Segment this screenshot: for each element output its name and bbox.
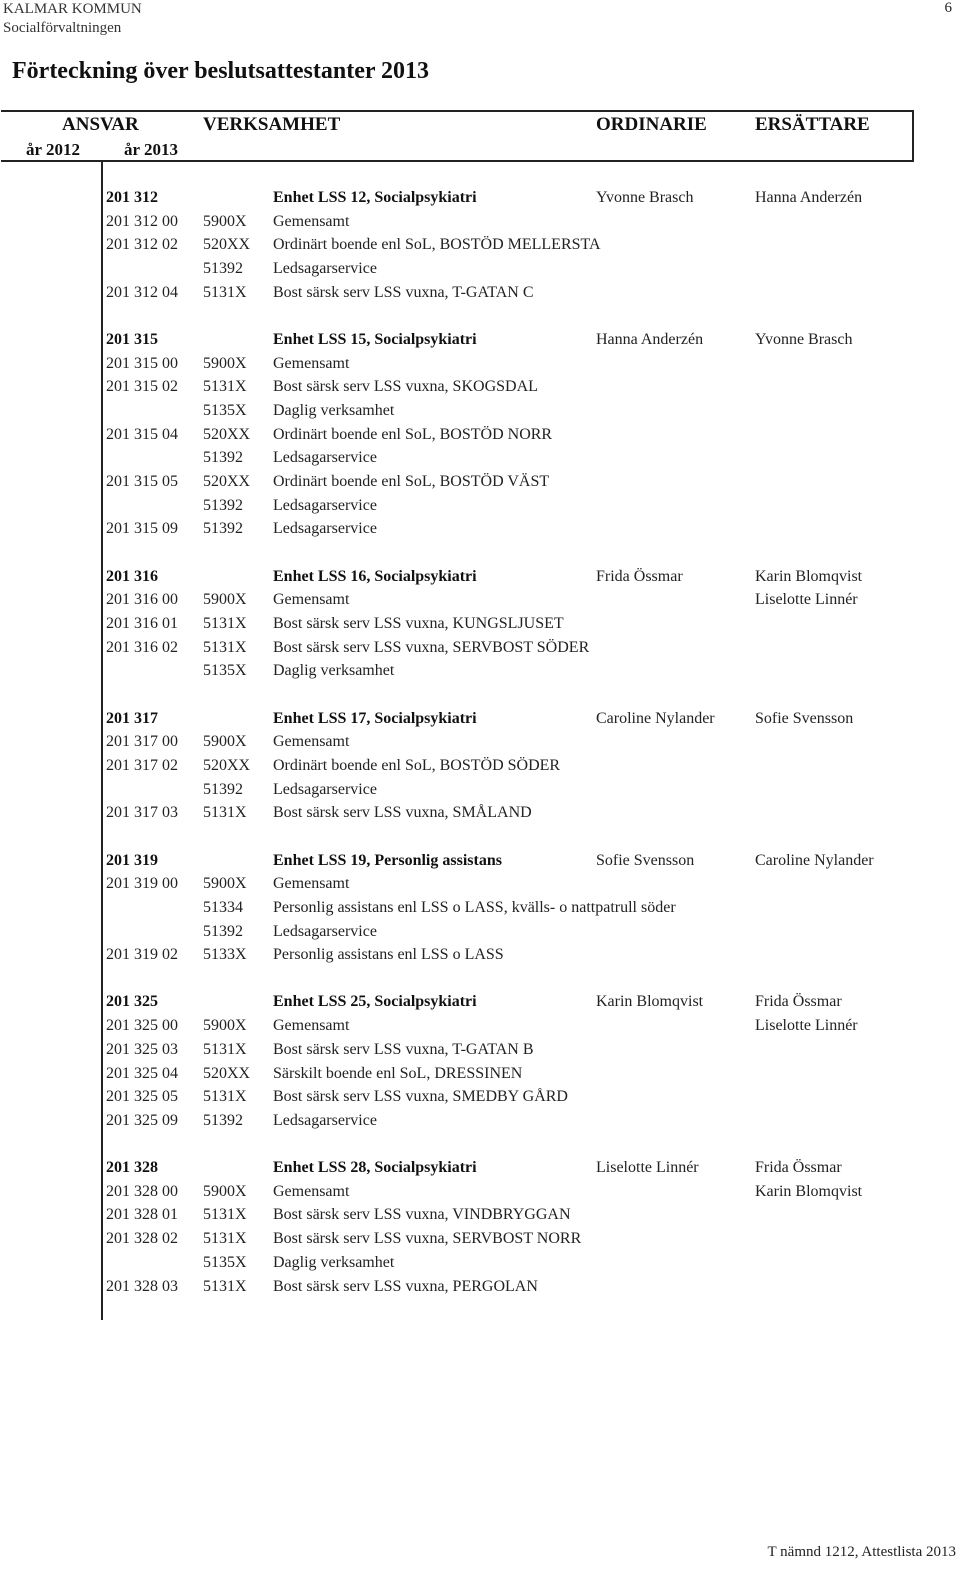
verksamhet-cell: Personlig assistans enl LSS o LASS (273, 946, 504, 964)
section-spacer (0, 825, 960, 849)
table-row (0, 1180, 960, 1204)
table-row (0, 754, 960, 778)
code-cell: 5900X (203, 591, 247, 609)
ersattare-cell: Yvonne Brasch (755, 330, 853, 348)
table-row (0, 352, 960, 376)
verksamhet-cell: Gemensamt (273, 591, 350, 609)
table-row (0, 636, 960, 660)
table-row (0, 872, 960, 896)
ansvar-cell: 201 312 02 (106, 236, 178, 254)
verksamhet-cell: Enhet LSS 19, Personlig assistans (273, 851, 502, 869)
verksamhet-cell: Bost särsk serv LSS vuxna, SMÅLAND (273, 804, 532, 822)
code-cell: 5900X (203, 1017, 247, 1035)
ansvar-cell: 201 315 02 (106, 378, 178, 396)
verksamhet-cell: Ledsagarservice (273, 1111, 377, 1129)
ansvar-cell: 201 317 00 (106, 733, 178, 751)
verksamhet-cell: Bost särsk serv LSS vuxna, SERVBOST NORR (273, 1230, 582, 1248)
verksamhet-cell: Ledsagarservice (273, 520, 377, 538)
table-row (0, 375, 960, 399)
verksamhet-cell: Personlig assistans enl LSS o LASS, kvälls- o nattpatrull söder (273, 898, 676, 916)
verksamhet-cell: Ordinärt boende enl SoL, BOSTÖD NORR (273, 425, 553, 443)
verksamhet-cell: Bost särsk serv LSS vuxna, PERGOLAN (273, 1277, 538, 1295)
code-cell: 5900X (203, 1182, 247, 1200)
verksamhet-cell: Daglig verksamhet (273, 662, 395, 680)
verksamhet-cell: Bost särsk serv LSS vuxna, SERVBOST SÖDER (273, 638, 590, 656)
code-cell: 5131X (203, 804, 247, 822)
unit-header-row (0, 990, 960, 1014)
page-footer: T nämnd 1212, Attestlista 2013 (767, 1544, 956, 1560)
section-spacer (0, 967, 960, 991)
ansvar-cell: 201 328 00 (106, 1182, 178, 1200)
ansvar-cell: 201 325 03 (106, 1040, 178, 1058)
column-header-box (1, 110, 914, 162)
code-cell: 5131X (203, 1277, 247, 1295)
code-cell: 520XX (203, 1064, 251, 1082)
ansvar-cell: 201 316 (106, 567, 158, 585)
code-cell: 51392 (203, 520, 243, 538)
ansvar-cell: 201 315 09 (106, 520, 178, 538)
ansvar-cell: 201 315 04 (106, 425, 178, 443)
code-cell: 51392 (203, 780, 243, 798)
table-row (0, 470, 960, 494)
table-row (0, 920, 960, 944)
ansvar-cell: 201 316 00 (106, 591, 178, 609)
ansvar-cell: 201 325 00 (106, 1017, 178, 1035)
table-row (0, 1038, 960, 1062)
code-cell: 5133X (203, 946, 247, 964)
ansvar-cell: 201 328 03 (106, 1277, 178, 1295)
code-cell: 5131X (203, 378, 247, 396)
table-row (0, 588, 960, 612)
ersattare-cell: Karin Blomqvist (755, 567, 863, 585)
verksamhet-cell: Enhet LSS 12, Socialpsykiatri (273, 189, 477, 206)
verksamhet-cell: Särskilt boende enl SoL, DRESSINEN (273, 1064, 523, 1082)
code-cell: 520XX (203, 473, 251, 491)
ansvar-cell: 201 317 03 (106, 804, 178, 822)
ansvar-cell: 201 328 02 (106, 1230, 178, 1248)
ersattare-cell: Caroline Nylander (755, 851, 874, 869)
unit-header-row (0, 849, 960, 873)
table-row (0, 1014, 960, 1038)
section-spacer (0, 1133, 960, 1157)
verksamhet-cell: Ordinärt boende enl SoL, BOSTÖD VÄST (273, 473, 550, 491)
verksamhet-cell: Enhet LSS 17, Socialpsykiatri (273, 709, 477, 727)
verksamhet-cell: Enhet LSS 28, Socialpsykiatri (273, 1159, 477, 1177)
ersattare-cell: Frida Össmar (755, 993, 842, 1011)
table-row (0, 778, 960, 802)
column-header-ordinarie: ORDINARIE (596, 114, 707, 135)
ersattare-cell: Frida Össmar (755, 1159, 842, 1177)
table-row (0, 801, 960, 825)
ersattare-cell: Liselotte Linnér (755, 591, 858, 609)
ansvar-cell: 201 325 09 (106, 1111, 178, 1129)
ansvar-cell: 201 316 02 (106, 638, 178, 656)
table-row (0, 423, 960, 447)
ansvar-cell: 201 319 (106, 851, 158, 869)
verksamhet-cell: Ledsagarservice (273, 260, 377, 278)
code-cell: 51392 (203, 1111, 243, 1129)
table-row (0, 943, 960, 967)
ansvar-cell: 201 312 00 (106, 212, 178, 230)
table-row (0, 210, 960, 234)
code-cell: 5900X (203, 875, 247, 893)
table-row (0, 1227, 960, 1251)
ordinarie-cell: Karin Blomqvist (596, 993, 704, 1011)
verksamhet-cell: Bost särsk serv LSS vuxna, SMEDBY GÅRD (273, 1088, 568, 1106)
table-row (0, 1203, 960, 1227)
attestant-list (0, 186, 960, 1298)
ersattare-cell: Karin Blomqvist (755, 1182, 863, 1200)
ordinarie-cell: Yvonne Brasch (596, 189, 694, 206)
verksamhet-cell: Bost särsk serv LSS vuxna, T-GATAN B (273, 1040, 534, 1058)
ansvar-cell: 201 312 (106, 189, 158, 206)
verksamhet-cell: Enhet LSS 15, Socialpsykiatri (273, 330, 477, 348)
verksamhet-cell: Ledsagarservice (273, 449, 377, 467)
page-header (3, 0, 142, 38)
verksamhet-cell: Gemensamt (273, 875, 350, 893)
verksamhet-cell: Bost särsk serv LSS vuxna, VINDBRYGGAN (273, 1206, 571, 1224)
ordinarie-cell: Caroline Nylander (596, 709, 715, 727)
code-cell: 51392 (203, 496, 243, 514)
ersattare-cell: Liselotte Linnér (755, 1017, 858, 1035)
page-number: 6 (944, 0, 952, 16)
verksamhet-cell: Ordinärt boende enl SoL, BOSTÖD MELLERSTA (273, 236, 601, 254)
ansvar-cell: 201 317 02 (106, 756, 178, 774)
code-cell: 51392 (203, 922, 243, 940)
table-row (0, 446, 960, 470)
table-row (0, 896, 960, 920)
table-row (0, 517, 960, 541)
ordinarie-cell: Frida Össmar (596, 567, 683, 585)
table-row (0, 233, 960, 257)
ansvar-cell: 201 315 05 (106, 473, 178, 491)
ersattare-cell: Sofie Svensson (755, 709, 854, 727)
verksamhet-cell: Enhet LSS 25, Socialpsykiatri (273, 993, 477, 1011)
ansvar-cell: 201 316 01 (106, 615, 178, 632)
table-row (0, 494, 960, 518)
unit-header-row (0, 565, 960, 589)
table-row (0, 730, 960, 754)
section-spacer (0, 304, 960, 328)
code-cell: 520XX (203, 425, 251, 443)
table-row (0, 1085, 960, 1109)
table-row (0, 1062, 960, 1086)
code-cell: 5900X (203, 212, 247, 230)
ansvar-cell: 201 325 (106, 993, 158, 1011)
verksamhet-cell: Gemensamt (273, 354, 350, 372)
ersattare-cell: Hanna Anderzén (755, 189, 863, 206)
code-cell: 5135X (203, 402, 247, 419)
code-cell: 5131X (203, 283, 247, 301)
ordinarie-cell: Hanna Anderzén (596, 330, 704, 348)
code-cell: 520XX (203, 756, 251, 774)
document-title: Förteckning över beslutsattestanter 2013 (12, 58, 430, 84)
code-cell: 5900X (203, 354, 247, 372)
verksamhet-cell: Enhet LSS 16, Socialpsykiatri (273, 567, 477, 585)
table-row (0, 1109, 960, 1133)
unit-header-row (0, 328, 960, 352)
table-row (0, 281, 960, 305)
table-row (0, 257, 960, 281)
ansvar-cell: 201 312 04 (106, 283, 178, 301)
ansvar-cell: 201 328 (106, 1159, 158, 1177)
org-name: KALMAR KOMMUN (3, 1, 142, 17)
verksamhet-cell: Bost särsk serv LSS vuxna, KUNGSLJUSET (273, 615, 564, 632)
verksamhet-cell: Ledsagarservice (273, 496, 377, 514)
ansvar-cell: 201 315 (106, 330, 158, 348)
code-cell: 5135X (203, 1253, 247, 1271)
code-cell: 5131X (203, 615, 247, 632)
column-header-year-2012: år 2012 (26, 140, 80, 159)
verksamhet-cell: Gemensamt (273, 212, 350, 230)
table-row (0, 612, 960, 636)
ansvar-cell: 201 317 (106, 709, 158, 727)
ansvar-cell: 201 325 04 (106, 1064, 178, 1082)
department-name: Socialförvaltningen (3, 20, 122, 36)
verksamhet-cell: Gemensamt (273, 1017, 350, 1035)
verksamhet-cell: Gemensamt (273, 733, 350, 751)
verksamhet-cell: Ledsagarservice (273, 780, 377, 798)
column-header-verksamhet: VERKSAMHET (203, 114, 341, 135)
ansvar-cell: 201 319 02 (106, 946, 178, 964)
verksamhet-cell: Bost särsk serv LSS vuxna, SKOGSDAL (273, 378, 538, 396)
code-cell: 5131X (203, 638, 247, 656)
code-cell: 51334 (203, 898, 243, 916)
code-cell: 5900X (203, 733, 247, 751)
ordinarie-cell: Sofie Svensson (596, 851, 695, 869)
ansvar-cell: 201 315 00 (106, 354, 178, 372)
unit-header-row (0, 186, 960, 210)
column-header-year-2013: år 2013 (124, 140, 178, 159)
code-cell: 5131X (203, 1040, 247, 1058)
verksamhet-cell: Daglig verksamhet (273, 1253, 395, 1271)
code-cell: 520XX (203, 236, 251, 254)
code-cell: 5135X (203, 662, 247, 680)
unit-header-row (0, 1156, 960, 1180)
verksamhet-cell: Gemensamt (273, 1182, 350, 1200)
ansvar-cell: 201 328 01 (106, 1206, 178, 1224)
table-row (0, 1251, 960, 1275)
table-row (0, 399, 960, 423)
code-cell: 5131X (203, 1230, 247, 1248)
verksamhet-cell: Ledsagarservice (273, 922, 377, 940)
section-spacer (0, 683, 960, 707)
ordinarie-cell: Liselotte Linnér (596, 1159, 699, 1177)
section-spacer (0, 541, 960, 565)
code-cell: 51392 (203, 260, 243, 278)
verksamhet-cell: Ordinärt boende enl SoL, BOSTÖD SÖDER (273, 756, 561, 774)
verksamhet-cell: Daglig verksamhet (273, 402, 395, 419)
ansvar-cell: 201 325 05 (106, 1088, 178, 1106)
table-row (0, 659, 960, 683)
ansvar-cell: 201 319 00 (106, 875, 178, 893)
column-header-ansvar: ANSVAR (62, 114, 139, 135)
table-row (0, 1275, 960, 1299)
verksamhet-cell: Bost särsk serv LSS vuxna, T-GATAN C (273, 283, 534, 301)
code-cell: 5131X (203, 1206, 247, 1224)
unit-header-row (0, 707, 960, 731)
column-header-ersattare: ERSÄTTARE (755, 114, 870, 135)
code-cell: 5131X (203, 1088, 247, 1106)
code-cell: 51392 (203, 449, 243, 467)
